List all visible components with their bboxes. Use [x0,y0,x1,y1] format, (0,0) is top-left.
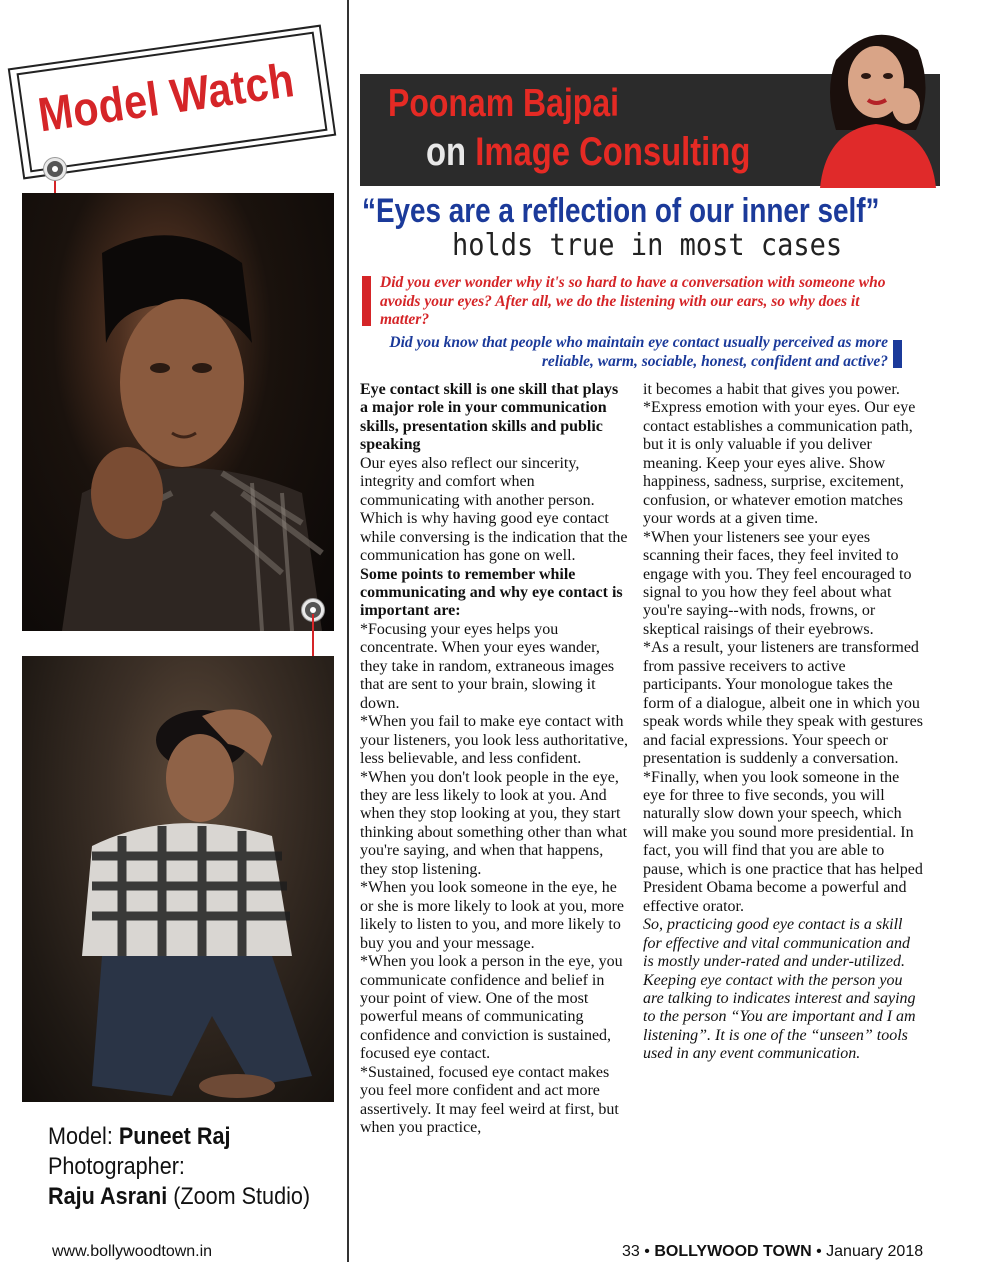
intro-question-red: Did you ever wonder why it's so hard to have a conversation with someone who avoids your eyes? After all, we do the listening with our ears, so why does it matter? [380,274,886,328]
body-paragraph: *When you don't look people in the eye, they are less likely to look at you. And when they stop looking at you, they start thinking about something other than what you're saying, and when that happens, they stop listening. [360,768,628,878]
column-topic [426,130,750,175]
lead-paragraph: Eye contact skill is one skill that plays a major role in your communication skills, presentation skills and public speaking [360,381,619,454]
photographer-credit-line [48,1182,310,1212]
photographer-label: Photographer: [48,1153,185,1180]
section-title: Model Watch [34,54,298,143]
photo-credits [48,1122,310,1212]
body-paragraph: *When you look someone in the eye, he or she is more likely to look at you, more likely to listen to you, and more likely to buy you and your message. [360,879,624,952]
on-word: on [426,130,467,174]
body-paragraph: *Sustained, focused eye contact makes you feel more confident and act more assertively. It may feel weird at first, but when you practice, [360,1063,619,1137]
body-paragraph: it becomes a habit that gives you power. [643,381,900,398]
model-photo-seated [22,656,334,1102]
photographer-name: Raju Asrani [48,1183,168,1210]
body-paragraph: Our eyes also reflect our sincerity, integrity and comfort when communicating with another person. Which is why having good eye contact while conversing is the indication that the communication has gone on well. [360,454,628,565]
body-paragraph: *When you fail to make eye contact with your listeners, you look less authoritative, less believable, and less confident. [360,713,628,768]
intro-question-blue: Did you know that people who maintain eye contact usually perceived as more reliable, warm, sociable, honest, confident and active? [389,334,888,370]
model-label: Model: [48,1123,113,1150]
model-credit-line [48,1122,310,1152]
column-divider [347,0,349,1262]
author-portrait [806,20,946,188]
footer-separator: • [644,1243,650,1260]
article-subheadline: holds true in most cases [452,228,843,263]
blue-quote-bar [893,340,902,368]
model-watch-label [8,25,337,180]
topic-text: Image Consulting [475,130,751,174]
body-paragraph: *Finally, when you look someone in the eye for three to five seconds, you will naturally slow down your speech, which will make you sound more presidential. In fact, you will find that you are able to pause, which is one practice that has helped President Obama become a powerful and effective orator. [643,768,923,915]
body-paragraph: *Express emotion with your eyes. Our eye contact establishes a communication path, but it is only valuable if you deliver meaning. Keep your eyes alive. Show happiness, sadness, surprise, excitement, confusion, or whatever emotion matches your words at a given time. [643,399,916,528]
body-paragraph: *Focusing your eyes helps you concentrate. When your eyes wander, they take in random, extraneous images that are sent to your brain, slowing it down. [360,620,615,712]
footer-separator: • [816,1243,822,1260]
body-paragraph: *When your listeners see your eyes scanning their faces, they feel invited to engage with you. They feel encouraged to signal to you how they feel about what you're saying--with nods, frowns, or skeptical raisings of their eyebrows. [643,528,912,638]
website-link[interactable]: www.bollywoodtown.in [52,1243,213,1260]
article-column-1 [360,381,628,1138]
article-headline: “Eyes are a reflection of our inner self” [362,192,880,230]
pin-icon [44,158,66,180]
studio-name: (Zoom Studio) [173,1183,311,1210]
author-name: Poonam Bajpai [388,82,620,125]
red-quote-bar [362,276,371,326]
body-paragraph: *As a result, your listeners are transformed from passive receivers to active participants. Your monologue takes the form of a dialogue, albeit one in which you speak words while they speak with gestures and facial expressions. Your speech or presentation is suddenly a conversation. [643,639,923,768]
model-name: Puneet Raj [118,1123,231,1150]
issue-date: January 2018 [826,1243,924,1260]
magazine-name: BOLLYWOOD TOWN [654,1243,812,1260]
page-number: 33 [622,1243,640,1260]
closing-paragraph: So, practicing good eye contact is a skill for effective and vital communication and is mostly under-rated and under-utilized. Keeping eye contact with the person you are talking to indicates interest and saying to the person “You are important and I am listening”. It is one of the “unseen” tools used in any event communication. [643,916,916,1063]
points-heading: Some points to remember while communicating and why eye contact is important are: [360,565,623,620]
body-paragraph: *When you look a person in the eye, you communicate confidence and belief in your point of view. One of the most powerful means of communicating confidence and conviction is sustained, focused eye contact. [360,953,623,1063]
model-photo-portrait [22,193,334,631]
article-column-2 [643,381,923,1064]
page-footer [622,1243,923,1261]
